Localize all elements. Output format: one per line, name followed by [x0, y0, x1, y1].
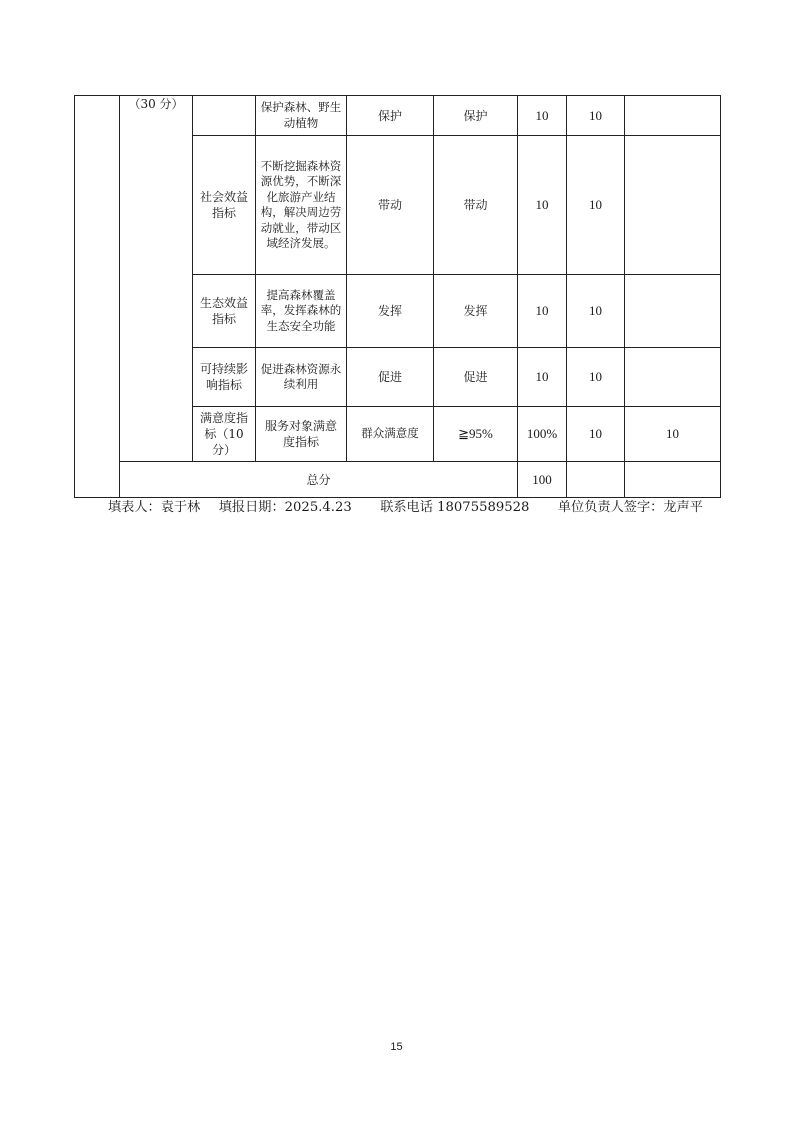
indicator-cell: 保护森林、野生动植物: [256, 96, 347, 136]
phone-label: 联系电话 18075589528: [380, 500, 530, 515]
actual-value-cell: 发挥: [434, 275, 518, 348]
note-cell: [625, 348, 721, 407]
actual-value-cell: 促进: [434, 348, 518, 407]
weight-cell: 10: [518, 348, 567, 407]
performance-indicator-table: [74, 95, 721, 498]
form-footer: [108, 499, 703, 517]
target-value-cell: 发挥: [347, 275, 434, 348]
indicator-cell: 群众满意度: [347, 407, 434, 462]
fill-date-label: 填报日期：2025.4.23: [218, 500, 352, 515]
weight-cell: 10: [567, 407, 625, 462]
secondary-indicator-cell: 可持续影响指标: [193, 348, 256, 407]
secondary-indicator-cell: 生态效益指标: [193, 275, 256, 348]
filler-label: 填表人：袁于林: [108, 500, 201, 515]
indicator-cell: 不断挖掘森林资源优势，不断深化旅游产业结构，解决周边劳动就业，带动区域经济发展。: [256, 136, 347, 275]
total-weight-cell: 100: [518, 462, 567, 498]
page-number: 15: [390, 1041, 403, 1053]
category-score-cell: （30 分）: [120, 96, 193, 462]
target-value-cell: 促进: [347, 348, 434, 407]
weight-cell: 10: [518, 136, 567, 275]
score-cell: 10: [567, 96, 625, 136]
secondary-indicator-cell: 服务对象满意度指标: [256, 407, 347, 462]
target-value-cell: 保护: [347, 96, 434, 136]
note-cell: [625, 275, 721, 348]
indicator-cell: 提高森林覆盖率，发挥森林的生态安全功能: [256, 275, 347, 348]
actual-value-cell: 保护: [434, 96, 518, 136]
score-cell: 10: [567, 275, 625, 348]
actual-value-cell: 100%: [518, 407, 567, 462]
note-cell: [625, 96, 721, 136]
score-cell: 10: [625, 407, 721, 462]
secondary-indicator-cell: 社会效益指标: [193, 136, 256, 275]
actual-value-cell: 带动: [434, 136, 518, 275]
secondary-indicator-cell: [193, 96, 256, 136]
table-row: [75, 96, 721, 136]
weight-cell: 10: [518, 275, 567, 348]
weight-cell: 10: [518, 96, 567, 136]
target-value-cell: ≧95%: [434, 407, 518, 462]
total-note-cell: [625, 462, 721, 498]
score-cell: 10: [567, 136, 625, 275]
table-row: [75, 462, 721, 498]
score-cell: 10: [567, 348, 625, 407]
level1-indicator-cell: [75, 96, 120, 498]
satisfaction-category-cell: 满意度指标（10 分）: [193, 407, 256, 462]
total-score-cell: [567, 462, 625, 498]
target-value-cell: 带动: [347, 136, 434, 275]
note-cell: [625, 136, 721, 275]
indicator-cell: 促进森林资源永续利用: [256, 348, 347, 407]
head-signature-label: 单位负责人签字：龙声平: [557, 500, 703, 515]
total-label-cell: 总分: [120, 462, 518, 498]
